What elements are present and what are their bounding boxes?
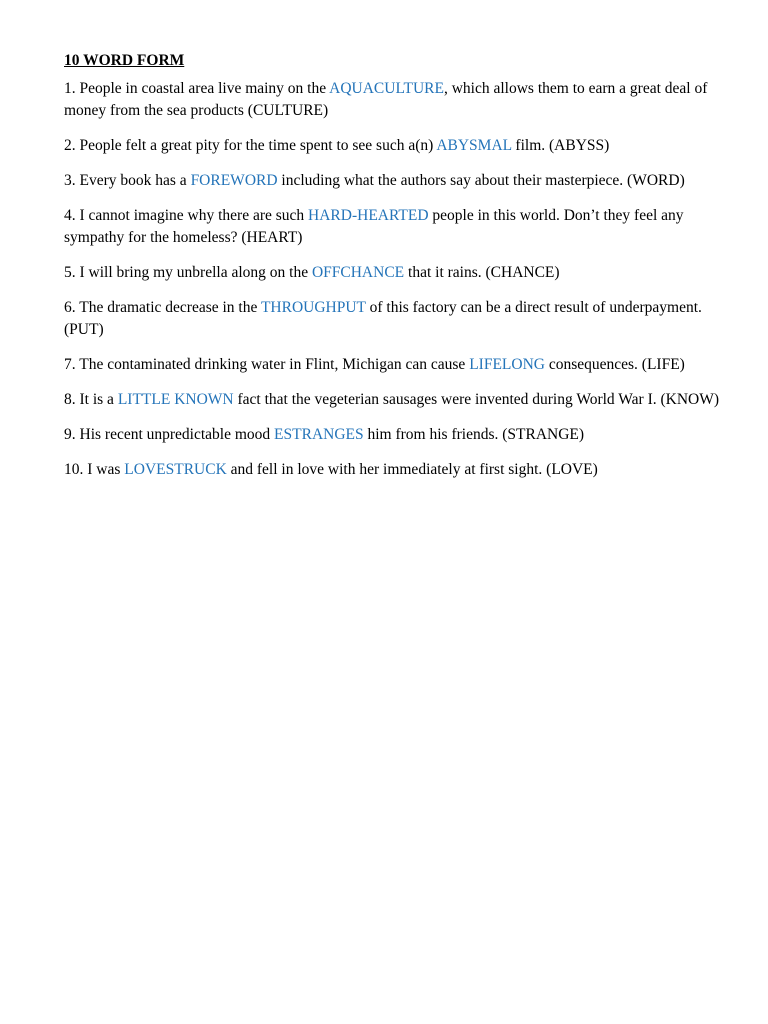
- item-text-before: 8. It is a: [64, 391, 118, 408]
- exercise-item-8: [64, 389, 736, 411]
- answer-word: LITTLE KNOWN: [117, 391, 234, 408]
- item-text-after: including what the authors say about their masterpiece. (WORD): [277, 172, 685, 189]
- answer-word: OFFCHANCE: [311, 264, 405, 281]
- item-text-after: , which allows them to earn a great deal of money from the sea products (CULTURE): [64, 80, 708, 119]
- answer-word: LIFELONG: [469, 356, 545, 373]
- exercise-item-2: [64, 135, 736, 157]
- item-text-before: 3. Every book has a: [64, 172, 191, 189]
- exercise-item-4: [64, 205, 736, 249]
- item-text-after: of this factory can be a direct result of underpayment. (PUT): [64, 299, 702, 338]
- item-text-after: fact that the vegeterian sausages were invented during World War I. (KNOW): [233, 391, 720, 408]
- answer-word: LOVESTRUCK: [124, 461, 227, 478]
- exercise-item-1: [64, 78, 736, 122]
- item-text-after: people in this world. Don’t they feel any sympathy for the homeless? (HEART): [64, 207, 684, 246]
- answer-word: ESTRANGES: [274, 426, 364, 443]
- item-text-before: 10. I was: [64, 461, 125, 478]
- item-text-after: him from his friends. (STRANGE): [363, 426, 585, 443]
- item-text-after: and fell in love with her immediately at first sight. (LOVE): [226, 461, 598, 478]
- item-text-after: consequences. (LIFE): [544, 356, 685, 373]
- answer-word: THROUGHPUT: [260, 299, 366, 316]
- answer-word: HARD-HEARTED: [308, 207, 429, 224]
- item-text-before: 1. People in coastal area live mainy on the: [64, 80, 330, 97]
- item-text-before: 9. His recent unpredictable mood: [64, 426, 275, 443]
- exercise-item-7: [64, 354, 736, 376]
- exercise-item-9: [64, 424, 736, 446]
- answer-word: FOREWORD: [190, 172, 278, 189]
- answer-word: AQUACULTURE: [329, 80, 444, 97]
- item-text-before: 5. I will bring my unbrella along on the: [64, 264, 312, 281]
- item-text-before: 6. The dramatic decrease in the: [64, 299, 261, 316]
- item-text-before: 4. I cannot imagine why there are such: [64, 207, 309, 224]
- document-title: 10 WORD FORM: [64, 52, 185, 69]
- item-text-before: 2. People felt a great pity for the time spent to see such a(n): [64, 137, 437, 154]
- exercise-item-10: [64, 459, 736, 481]
- item-text-after: film. (ABYSS): [511, 137, 610, 154]
- exercise-item-3: [64, 170, 736, 192]
- answer-word: ABYSMAL: [436, 137, 512, 154]
- item-text-before: 7. The contaminated drinking water in Flint, Michigan can cause: [64, 356, 470, 373]
- exercise-item-5: [64, 262, 736, 284]
- document-content: [64, 50, 736, 494]
- item-text-after: that it rains. (CHANCE): [404, 264, 560, 281]
- exercise-item-6: [64, 297, 736, 341]
